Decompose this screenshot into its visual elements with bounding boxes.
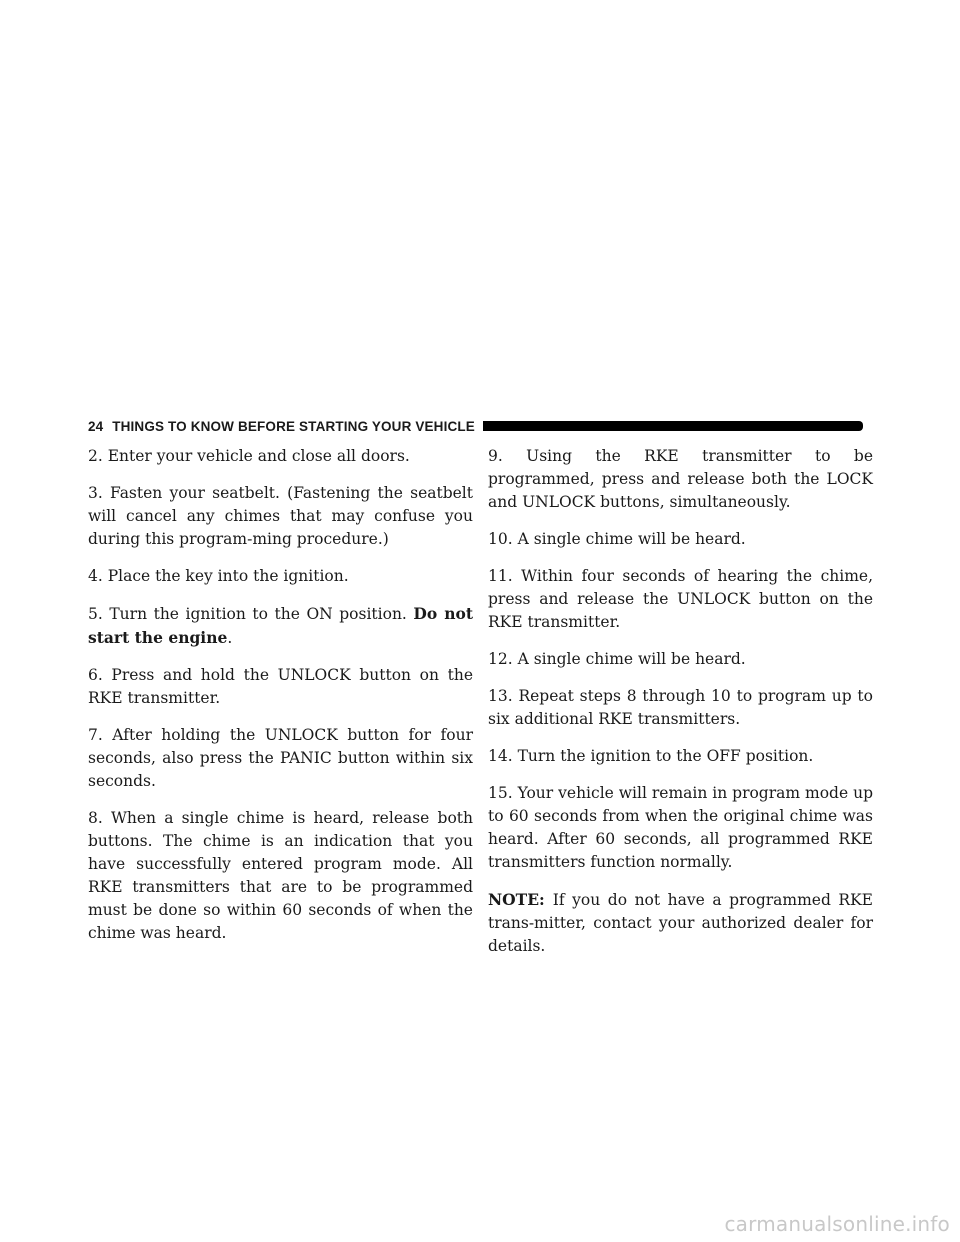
left-column xyxy=(88,445,473,959)
page-header xyxy=(88,416,863,436)
right-column xyxy=(488,445,873,972)
header-rule xyxy=(483,421,863,431)
step-3: 3. Fasten your seatbelt. (Fastening the seatbelt will cancel any chimes that may confuse you during this program-ming procedure.) xyxy=(88,484,473,548)
step-7: 7. After holding the UNLOCK button for four seconds, also press the PANIC button within six seconds. xyxy=(88,726,473,790)
watermark: carmanualsonline.info xyxy=(724,1212,950,1236)
step-5-warning: Do not start the engine xyxy=(88,604,473,647)
step-5 xyxy=(88,602,473,650)
note-label: NOTE: xyxy=(488,890,545,909)
step-13: 13. Repeat steps 8 through 10 to program up to six additional RKE transmitters. xyxy=(488,687,873,728)
step-8: 8. When a single chime is heard, release both buttons. The chime is an indication that you have successfully entered program mode. All RKE transmitters that are to be programmed must be done so within 60 seconds of when the chime was heard. xyxy=(88,809,473,942)
note-text: If you do not have a programmed RKE trans-mitter, contact your authorized dealer for details. xyxy=(488,891,873,955)
step-14: 14. Turn the ignition to the OFF position. xyxy=(488,747,814,765)
step-9: 9. Using the RKE transmitter to be programmed, press and release both the LOCK and UNLOCK buttons, simultaneously. xyxy=(488,447,873,511)
note xyxy=(488,888,873,958)
page-number: 24 xyxy=(88,418,104,434)
step-2: 2. Enter your vehicle and close all doors. xyxy=(88,447,410,465)
step-11: 11. Within four seconds of hearing the chime, press and release the UNLOCK button on the RKE transmitter. xyxy=(488,567,873,631)
step-5-text: 5. Turn the ignition to the ON position. xyxy=(88,605,407,623)
step-10: 10. A single chime will be heard. xyxy=(488,530,746,548)
section-title: THINGS TO KNOW BEFORE STARTING YOUR VEHICLE xyxy=(112,418,475,434)
step-5-end: . xyxy=(227,629,233,647)
step-15: 15. Your vehicle will remain in program mode up to 60 seconds from when the original chime was heard. After 60 seconds, all programmed RKE transmitters function normally. xyxy=(488,784,873,871)
step-12: 12. A single chime will be heard. xyxy=(488,650,746,668)
step-6: 6. Press and hold the UNLOCK button on the RKE transmitter. xyxy=(88,666,473,707)
step-4: 4. Place the key into the ignition. xyxy=(88,567,349,585)
